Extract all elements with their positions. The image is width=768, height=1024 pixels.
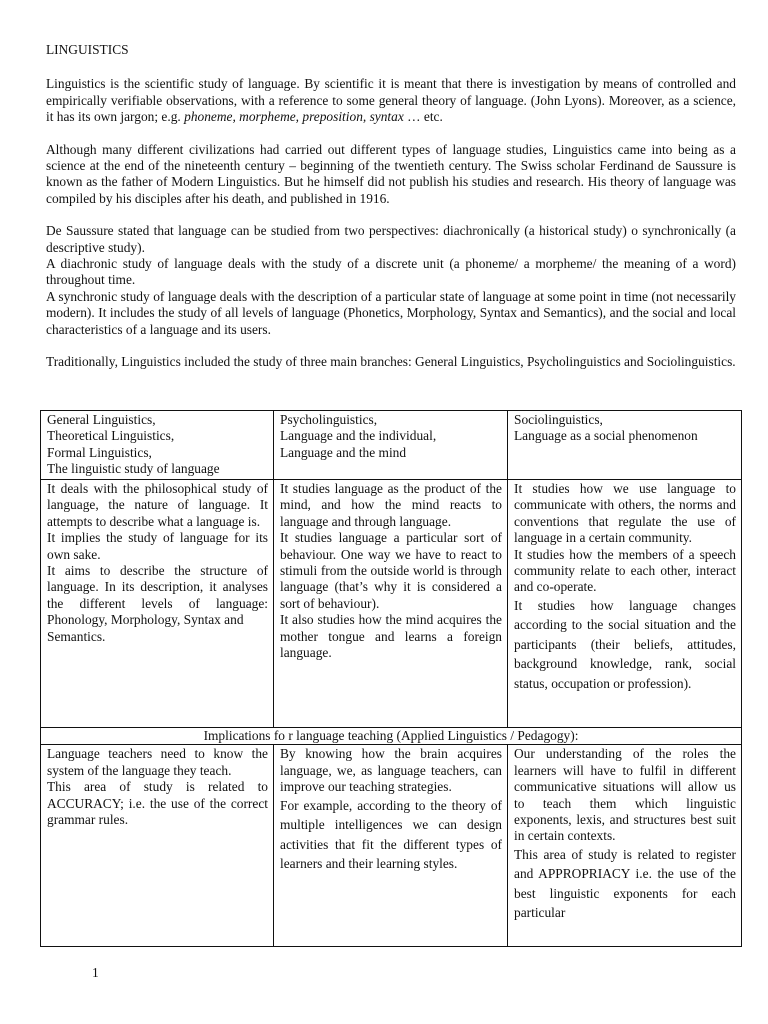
definition-text: Linguistics is the scientific study of language. By scientific it is meant that there is investigation by means of controlled and empirically verifiable observations, with a reference to some general theory of language. (John Lyons). Moreover, as a science, it has its own jargon; e.g.: [46, 76, 736, 125]
paragraph-branches: Traditionally, Linguistics included the study of three main branches: General Linguistics, Psycholinguistics and Sociolinguistics.: [46, 354, 736, 370]
document-body: [46, 42, 736, 371]
sociolinguistics-description: It studies how we use language to communicate with others, the norms and conventions that regulate the use of language in a certain community. It studies how the members of a speech community relate to each other, interact and co-operate. It studies how language changes according to the social situation and the participants (their beliefs, attitudes, background knowledge, rank, social status, occupation or profession).: [508, 480, 742, 728]
sociolinguistics-implications: Our understanding of the roles the learners will have to fulfil in different communicative situations will allow us to teach them which linguistic exponents, lexis, and structures best suit in certain contexts. This area of study is related to register and APPROPRIACY i.e. the use of the best linguistic exponents for each particular: [508, 745, 742, 947]
branches-table: [40, 410, 742, 947]
definition-tail: … etc.: [407, 109, 443, 125]
paragraph-diachronic: A diachronic study of language deals with the study of a discrete unit (a phoneme/ a morpheme/ the meaning of a word) throughout time.: [46, 256, 736, 288]
jargon-terms: phoneme, morpheme, preposition, syntax: [184, 109, 404, 125]
implications-heading-row: [41, 728, 742, 745]
paragraph-synchronic: A synchronic study of language deals with the description of a particular state of language at some point in time (not necessarily modern). It includes the study of all levels of language (Phonetics, Morphology, Syntax and Semantics), and the social and local characteristics of a language and its users.: [46, 288, 736, 337]
document-title: LINGUISTICS: [46, 42, 129, 57]
table-description-row: [41, 480, 742, 728]
general-linguistics-description: It deals with the philosophical study of language, the nature of language. It attempts to describe what a language is. It implies the study of language for its own sake. It aims to describe the structure of language. In its description, it analyses the different levels of language: Phonology, Morphology, Syntax and Semantics.: [41, 480, 274, 728]
header-general-linguistics: General Linguistics, Theoretical Linguistics, Formal Linguistics, The linguistic study of language: [41, 411, 274, 480]
paragraph-definition: [46, 76, 736, 125]
psycholinguistics-description: It studies language as the product of the mind, and how the mind reacts to language and through language. It studies language a particular sort of behaviour. One way we have to react to stimuli from the outside world is through language (that’s why it is considered a sort of behaviour). It also studies how the mind acquires the mother tongue and learns a foreign language.: [274, 480, 508, 728]
paragraph-history: Although many different civilizations had carried out different types of language studies, Linguistics came into being as a science at the end of the nineteenth century – beginning of the twentieth century. The Swiss scholar Ferdinand de Saussure is known as the father of Modern Linguistics. But he himself did not publish his studies and research. His theory of language was compiled by his disciples after his death, and published in 1916.: [46, 141, 736, 206]
implications-heading: Implications fo r language teaching (Applied Linguistics / Pedagogy):: [41, 728, 742, 745]
header-psycholinguistics: Psycholinguistics, Language and the individual, Language and the mind: [274, 411, 508, 480]
general-linguistics-implications: Language teachers need to know the system of the language they teach. This area of study is related to ACCURACY; i.e. the use of the correct grammar rules.: [41, 745, 274, 947]
paragraph-perspectives: De Saussure stated that language can be studied from two perspectives: diachronically (a historical study) o synchronically (a descriptive study).: [46, 223, 736, 255]
table-implications-row: [41, 745, 742, 947]
header-sociolinguistics: Sociolinguistics, Language as a social phenomenon: [508, 411, 742, 480]
table-header-row: [41, 411, 742, 480]
page-number: 1: [92, 965, 99, 980]
psycholinguistics-implications: By knowing how the brain acquires language, we, as language teachers, can improve our teaching strategies. For example, according to the theory of multiple intelligences we can design activities that fit the different types of learners and their learning styles.: [274, 745, 508, 947]
